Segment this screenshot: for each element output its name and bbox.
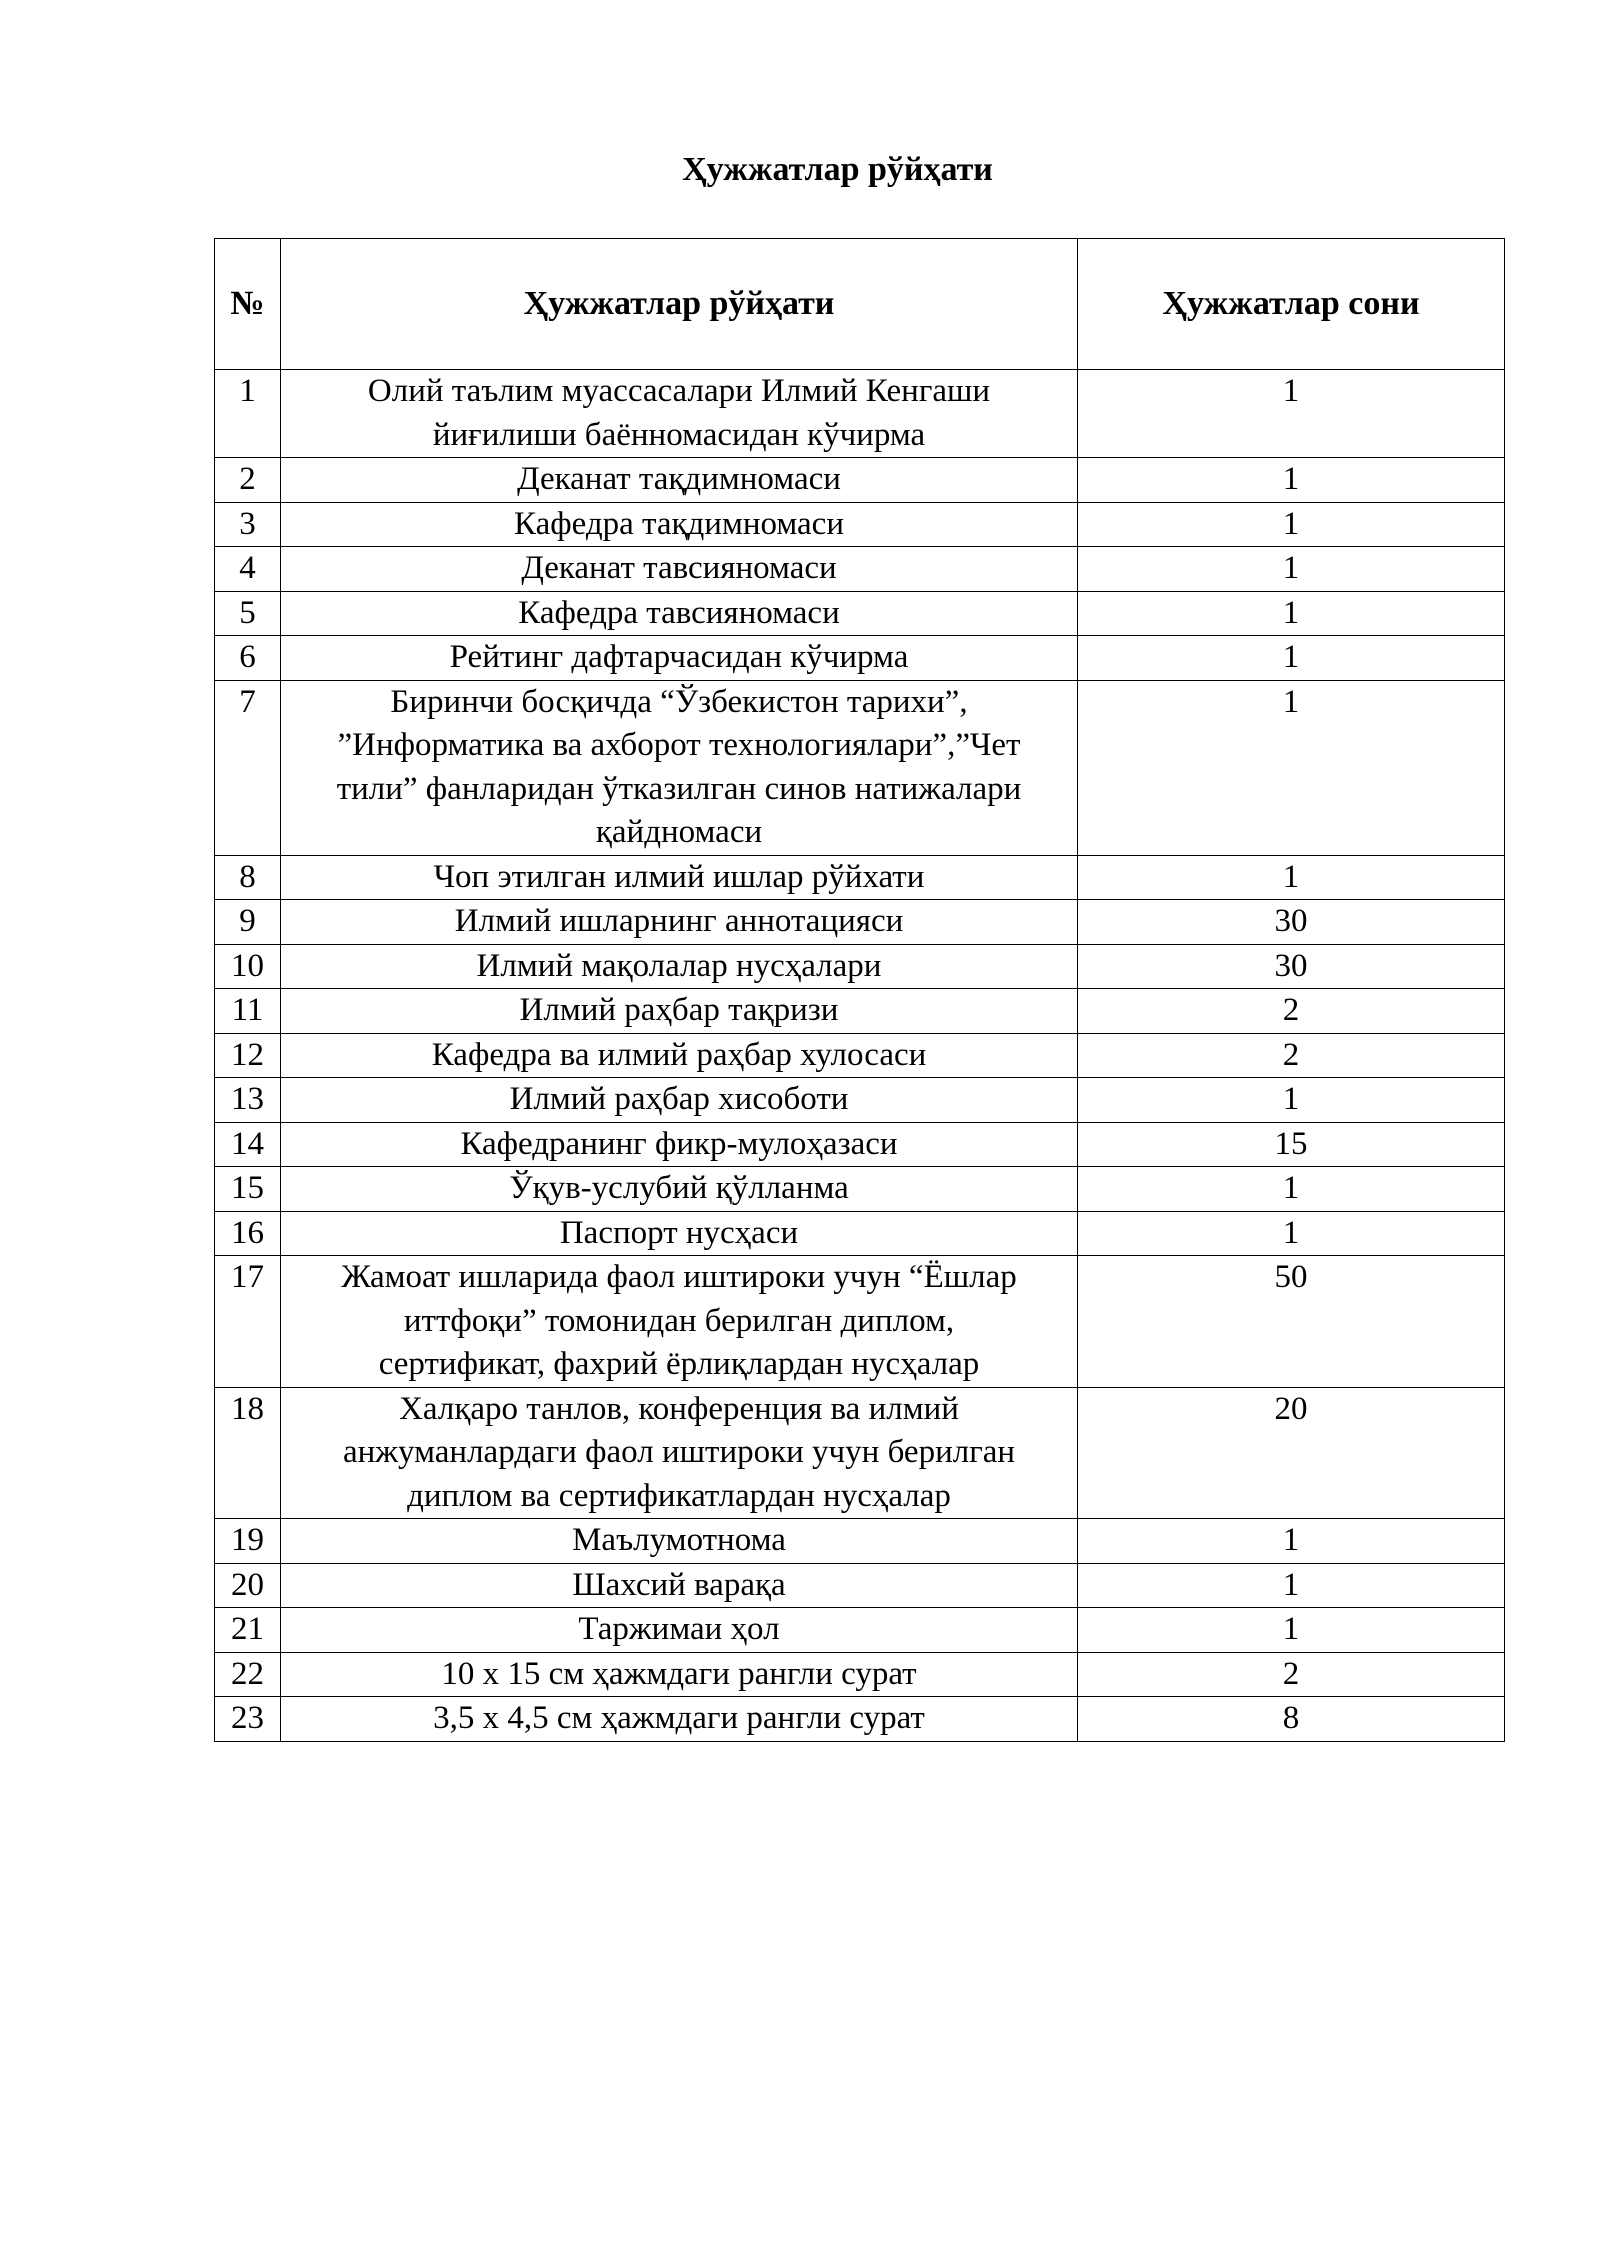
row-document-name: 10 х 15 см ҳажмдаги рангли сурат	[281, 1652, 1078, 1697]
row-document-name: Биринчи босқичда “Ўзбекистон тарихи”, ”Информатика ва ахборот технологиялари”,”Чет тили” фанларидан ўтказилган синов натижалари қайдномаси	[281, 680, 1078, 855]
row-document-count: 1	[1078, 636, 1505, 681]
row-number: 16	[215, 1211, 281, 1256]
row-number: 11	[215, 989, 281, 1034]
row-number: 8	[215, 855, 281, 900]
row-document-count: 30	[1078, 900, 1505, 945]
row-document-count: 2	[1078, 989, 1505, 1034]
row-document-count: 2	[1078, 1033, 1505, 1078]
row-document-name: Паспорт нусҳаси	[281, 1211, 1078, 1256]
table-row	[215, 1652, 1505, 1697]
row-document-count: 1	[1078, 855, 1505, 900]
row-document-name: Деканат тавсияномаси	[281, 547, 1078, 592]
table-row	[215, 458, 1505, 503]
row-document-count: 1	[1078, 1608, 1505, 1653]
table-row	[215, 1256, 1505, 1388]
row-number: 22	[215, 1652, 281, 1697]
row-document-count: 1	[1078, 458, 1505, 503]
row-document-name: Шахсий варақа	[281, 1563, 1078, 1608]
row-number: 4	[215, 547, 281, 592]
header-document-count: Ҳужжатлар сони	[1078, 239, 1505, 370]
table-row	[215, 855, 1505, 900]
table-row	[215, 370, 1505, 458]
row-document-name: Кафедра ва илмий раҳбар хулосаси	[281, 1033, 1078, 1078]
row-document-name: Илмий мақолалар нусҳалари	[281, 944, 1078, 989]
row-document-count: 1	[1078, 1563, 1505, 1608]
row-number: 14	[215, 1122, 281, 1167]
row-document-name: Кафедранинг фикр-мулоҳазаси	[281, 1122, 1078, 1167]
row-document-count: 1	[1078, 1519, 1505, 1564]
row-document-count: 1	[1078, 1167, 1505, 1212]
row-document-name: Кафедра тавсияномаси	[281, 591, 1078, 636]
row-number: 18	[215, 1387, 281, 1519]
row-document-name: 3,5 х 4,5 см ҳажмдаги рангли сурат	[281, 1697, 1078, 1742]
row-document-name: Илмий ишларнинг аннотацияси	[281, 900, 1078, 945]
table-row	[215, 636, 1505, 681]
row-document-count: 1	[1078, 1211, 1505, 1256]
row-number: 5	[215, 591, 281, 636]
table-row	[215, 1563, 1505, 1608]
row-document-name: Кафедра тақдимномаси	[281, 502, 1078, 547]
row-document-count: 15	[1078, 1122, 1505, 1167]
table-row	[215, 989, 1505, 1034]
table-row	[215, 680, 1505, 855]
table-row	[215, 1697, 1505, 1742]
row-document-name: Деканат тақдимномаси	[281, 458, 1078, 503]
row-document-name: Илмий раҳбар хисоботи	[281, 1078, 1078, 1123]
table-row	[215, 591, 1505, 636]
row-document-count: 50	[1078, 1256, 1505, 1388]
row-document-name: Чоп этилган илмий ишлар рўйхати	[281, 855, 1078, 900]
table-row	[215, 1387, 1505, 1519]
table-row	[215, 1211, 1505, 1256]
table-row	[215, 1122, 1505, 1167]
row-document-count: 1	[1078, 547, 1505, 592]
row-number: 21	[215, 1608, 281, 1653]
documents-table	[214, 238, 1505, 1742]
row-number: 1	[215, 370, 281, 458]
row-document-count: 1	[1078, 502, 1505, 547]
table-row	[215, 1608, 1505, 1653]
row-number: 12	[215, 1033, 281, 1078]
row-document-count: 1	[1078, 1078, 1505, 1123]
row-document-name: Маълумотнома	[281, 1519, 1078, 1564]
row-document-count: 1	[1078, 680, 1505, 855]
table-row	[215, 1078, 1505, 1123]
table-row	[215, 1167, 1505, 1212]
row-document-count: 1	[1078, 591, 1505, 636]
table-header-row	[215, 239, 1505, 370]
row-document-count: 20	[1078, 1387, 1505, 1519]
row-document-count: 30	[1078, 944, 1505, 989]
row-number: 9	[215, 900, 281, 945]
table-row	[215, 1519, 1505, 1564]
header-document-name: Ҳужжатлар рўйҳати	[281, 239, 1078, 370]
row-number: 2	[215, 458, 281, 503]
row-document-name: Рейтинг дафтарчасидан кўчирма	[281, 636, 1078, 681]
row-document-count: 1	[1078, 370, 1505, 458]
table-row	[215, 1033, 1505, 1078]
row-document-name: Таржимаи ҳол	[281, 1608, 1078, 1653]
row-number: 10	[215, 944, 281, 989]
table-row	[215, 502, 1505, 547]
row-document-name: Халқаро танлов, конференция ва илмий анжуманлардаги фаол иштироки учун берилган диплом ва сертификатлардан нусҳалар	[281, 1387, 1078, 1519]
row-document-name: Ўқув-услубий қўлланма	[281, 1167, 1078, 1212]
row-number: 15	[215, 1167, 281, 1212]
row-number: 3	[215, 502, 281, 547]
table-row	[215, 547, 1505, 592]
row-document-count: 8	[1078, 1697, 1505, 1742]
row-document-name: Жамоат ишларида фаол иштироки учун “Ёшлар иттфоқи” томонидан берилган диплом, сертификат, фахрий ёрлиқлардан нусҳалар	[281, 1256, 1078, 1388]
table-row	[215, 944, 1505, 989]
row-document-name: Олий таълим муассасалари Илмий Кенгаши йиғилиши баённомасидан кўчирма	[281, 370, 1078, 458]
row-number: 6	[215, 636, 281, 681]
row-number: 17	[215, 1256, 281, 1388]
row-document-count: 2	[1078, 1652, 1505, 1697]
page-title: Ҳужжатлар рўйҳати	[682, 151, 993, 188]
header-number: №	[215, 239, 281, 370]
row-document-name: Илмий раҳбар тақризи	[281, 989, 1078, 1034]
row-number: 7	[215, 680, 281, 855]
row-number: 19	[215, 1519, 281, 1564]
row-number: 20	[215, 1563, 281, 1608]
table-row	[215, 900, 1505, 945]
row-number: 13	[215, 1078, 281, 1123]
row-number: 23	[215, 1697, 281, 1742]
